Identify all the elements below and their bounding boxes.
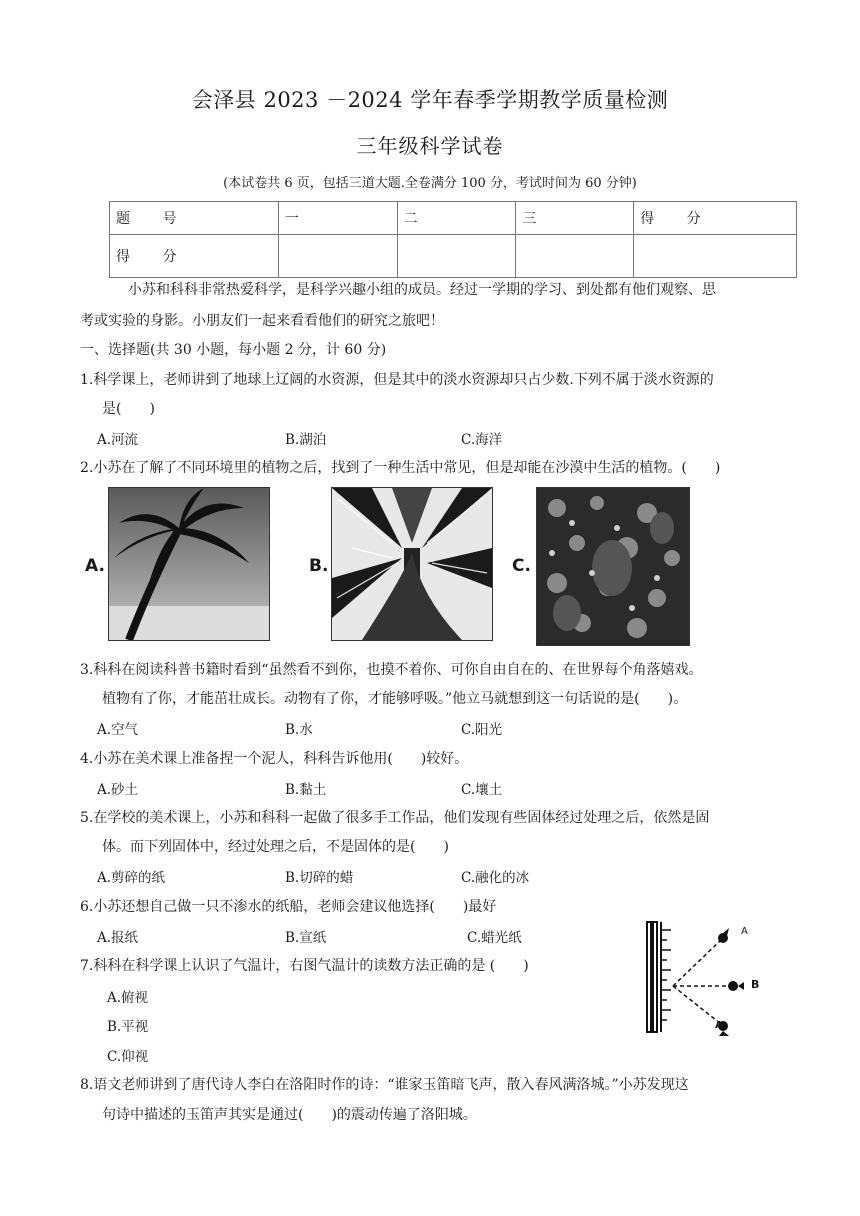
exam-title: 会泽县 2023 －2024 学年春季学期教学质量检测 bbox=[191, 88, 669, 112]
score-table-value-row bbox=[110, 235, 797, 278]
question-5-option-b[interactable]: B.切碎的蜡 bbox=[285, 870, 354, 886]
thermometer-reading-figure bbox=[643, 920, 763, 1038]
score-cell: 一 bbox=[278, 202, 397, 235]
question-4-option-c[interactable]: C.壤土 bbox=[461, 782, 503, 798]
question-2-image-label-a: A. bbox=[85, 556, 105, 576]
question-4-option-b[interactable]: B.黏土 bbox=[285, 782, 327, 798]
palm-tree-photo[interactable] bbox=[108, 487, 270, 641]
thermometer-label-bottom: A bbox=[715, 1020, 723, 1031]
question-1-stem: 是( ) bbox=[102, 401, 155, 417]
question-4-stem: 4.小苏在美术课上准备捏一个泥人，科科告诉他用( )较好。 bbox=[80, 751, 469, 767]
question-3-stem: 植物有了你，才能茁壮成长。动物有了你，才能够呼吸。”他立马就想到这一句话说的是( )。 bbox=[102, 691, 688, 707]
question-1-option-c[interactable]: C.海洋 bbox=[461, 432, 503, 448]
question-6-option-c[interactable]: C.蜡光纸 bbox=[467, 930, 522, 946]
score-cell: 题 号 bbox=[110, 202, 279, 235]
question-5-option-a[interactable]: A.剪碎的纸 bbox=[97, 870, 166, 886]
score-table bbox=[109, 201, 797, 278]
score-table-header-row bbox=[110, 202, 797, 235]
score-input-cell[interactable] bbox=[278, 235, 397, 278]
question-6-option-b[interactable]: B.宣纸 bbox=[285, 930, 327, 946]
question-2-image-label-c: C. bbox=[512, 556, 531, 576]
intro-line: 小苏和科科非常热爱科学，是科学兴趣小组的成员。经过一学期的学习、到处都有他们观察、思 bbox=[128, 282, 716, 298]
question-7-option-a[interactable]: A.俯视 bbox=[107, 990, 149, 1006]
question-1-option-b[interactable]: B.湖泊 bbox=[285, 432, 327, 448]
intro-line: 考或实验的身影。小朋友们一起来看看他们的研究之旅吧！ bbox=[80, 313, 444, 329]
score-cell: 二 bbox=[397, 202, 516, 235]
question-6-stem: 6.小苏还想自己做一只不渗水的纸船，老师会建议他选择( )最好 bbox=[80, 899, 497, 915]
question-1-stem: 1.科学课上，老师讲到了地球上辽阔的水资源，但是其中的淡水资源却只占少数.下列不属于淡水资源的 bbox=[80, 372, 714, 388]
banana-plant-photo[interactable] bbox=[331, 487, 493, 641]
thermometer-label-top: A bbox=[741, 926, 748, 937]
question-6-option-a[interactable]: A.报纸 bbox=[97, 930, 139, 946]
question-8-stem: 句诗中描述的玉笛声其实是通过( )的震动传遍了洛阳城。 bbox=[102, 1107, 477, 1123]
exam-subtitle: 三年级科学试卷 bbox=[356, 134, 504, 158]
score-input-cell[interactable] bbox=[397, 235, 516, 278]
question-5-option-c[interactable]: C.融化的冰 bbox=[461, 870, 530, 886]
thermometer-label-middle: B bbox=[751, 978, 760, 991]
question-7-option-c[interactable]: C.仰视 bbox=[107, 1049, 149, 1065]
question-5-stem: 5.在学校的美术课上，小苏和科科一起做了很多手工作品，他们发现有些固体经过处理之后，依然是固 bbox=[80, 810, 710, 826]
question-4-option-a[interactable]: A.砂土 bbox=[97, 782, 139, 798]
score-cell: 得 分 bbox=[110, 235, 279, 278]
score-input-cell[interactable] bbox=[516, 235, 634, 278]
score-input-cell[interactable] bbox=[634, 235, 797, 278]
question-7-option-b[interactable]: B.平视 bbox=[107, 1019, 149, 1035]
question-3-option-a[interactable]: A.空气 bbox=[97, 722, 139, 738]
question-3-option-b[interactable]: B.水 bbox=[285, 722, 313, 738]
question-5-stem: 体。而下列固体中，经过处理之后，不是固体的是( ) bbox=[102, 839, 449, 855]
exam-note: (本试卷共 6 页，包括三道大题.全卷满分 100 分，考试时间为 60 分钟) bbox=[223, 176, 637, 191]
cactus-photo[interactable] bbox=[536, 487, 690, 646]
score-cell: 三 bbox=[516, 202, 634, 235]
question-8-stem: 8.语文老师讲到了唐代诗人李白在洛阳时作的诗：“谁家玉笛暗飞声，散入春风满洛城。”小苏发现这 bbox=[80, 1077, 689, 1093]
question-3-stem: 3.科科在阅读科普书籍时看到“虽然看不到你，也摸不着你、可你自由自在的、在世界每个角落嬉戏。 bbox=[80, 662, 703, 678]
question-2-stem: 2.小苏在了解了不同环境里的植物之后，找到了一种生活中常见，但是却能在沙漠中生活的植物。( ) bbox=[80, 460, 721, 476]
question-7-stem: 7.科科在科学课上认识了气温计，右图气温计的读数方法正确的是 ( ) bbox=[80, 958, 529, 974]
question-2-image-label-b: B. bbox=[309, 556, 329, 576]
score-cell: 得 分 bbox=[634, 202, 797, 235]
question-3-option-c[interactable]: C.阳光 bbox=[461, 722, 503, 738]
question-1-option-a[interactable]: A.河流 bbox=[97, 432, 139, 448]
section-heading: 一、选择题(共 30 小题，每小题 2 分，计 60 分) bbox=[80, 342, 387, 358]
